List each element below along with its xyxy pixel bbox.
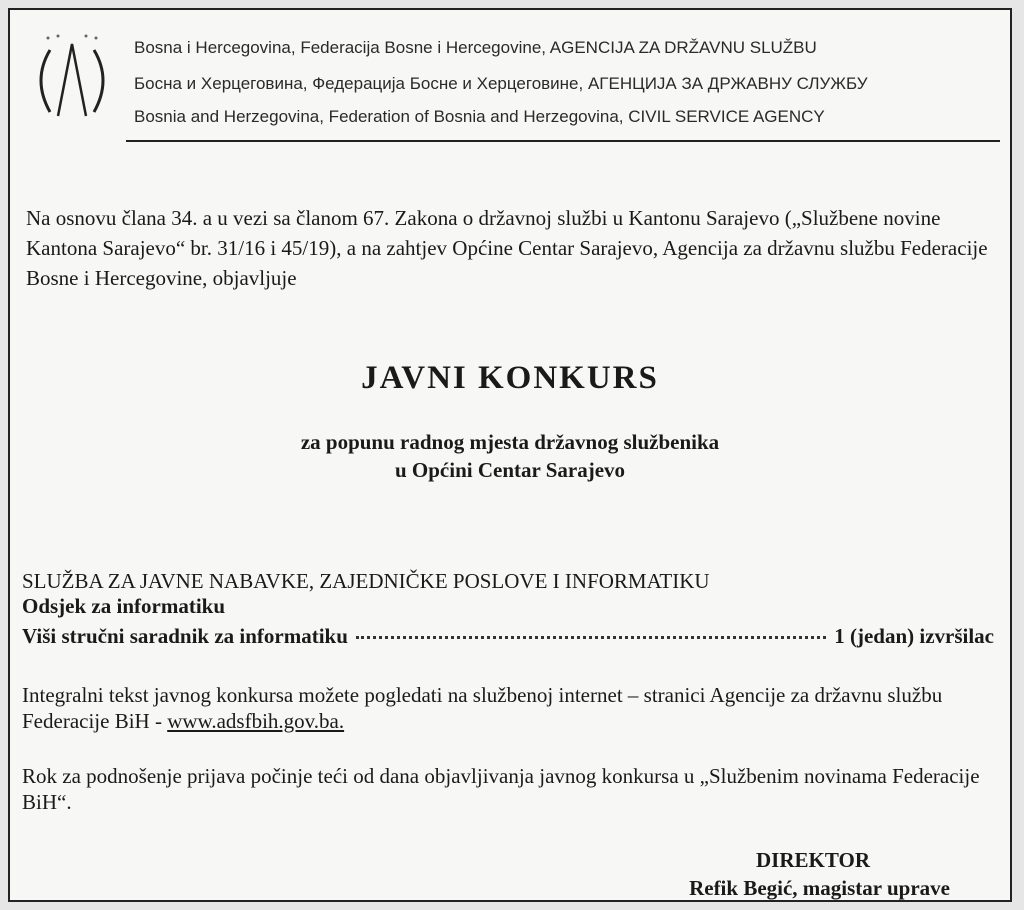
intro-paragraph: Na osnovu člana 34. a u vezi sa članom 67. Zakona o državnoj službi u Kantonu Sarajevo („Službene novine Kantona Sarajevo“ br. 31/16 i 45/19), a na zahtjev Općine Centar Sarajevo, Agencija za državnu službu Federacije Bosne i Hercegovine, objavljuje — [26, 206, 988, 290]
position-title: Viši stručni saradnik za informatiku — [22, 624, 348, 648]
info-text: Integralni tekst javnog konkursa možete pogledati na službenoj internet – stranici Agencije za državnu službu Federacije BiH - — [22, 683, 943, 733]
agency-header — [10, 10, 1010, 150]
agency-emblem-icon — [28, 32, 116, 128]
dot-leader — [356, 636, 826, 639]
signature-name: Refik Begić, magistar uprave — [689, 876, 950, 900]
department-name: Odsjek za informatiku — [22, 594, 226, 618]
header-line-bosnian: Bosna i Hercegovina, Federacija Bosne i Hercegovine, AGENCIJA ZA DRŽAVNU SLUŽBU — [134, 38, 817, 57]
position-row — [22, 624, 994, 649]
notice-subtitle — [10, 428, 1010, 484]
header-divider — [126, 140, 1000, 142]
subtitle-line-1: za popunu radnog mjesta državnog službenika — [300, 430, 720, 454]
agency-website-link[interactable]: www.adsfbih.gov.ba. — [167, 709, 345, 733]
deadline-paragraph: Rok za podnošenje prijava počinje teći od dana objavljivanja javnog konkursa u „Službenim novinama Federacije BiH“. — [22, 764, 980, 814]
header-line-cyrillic: Босна и Херцеговина, Федерација Босне и Херцеговине, АГЕНЦИЈА ЗА ДРЖАВНУ СЛУЖБУ — [134, 74, 868, 93]
position-count: 1 (jedan) izvršilac — [834, 624, 994, 648]
info-paragraph — [22, 682, 997, 734]
subtitle-line-2: u Općini Centar Sarajevo — [394, 458, 626, 482]
notice-frame — [8, 8, 1012, 902]
service-name: SLUŽBA ZA JAVNE NABAVKE, ZAJEDNIČKE POSLOVE I INFORMATIKU — [22, 569, 710, 593]
signature-block — [689, 846, 950, 902]
notice-title: JAVNI KONKURS — [361, 360, 659, 396]
signature-role: DIREKTOR — [756, 848, 870, 872]
header-line-english: Bosnia and Herzegovina, Federation of Bosnia and Herzegovina, CIVIL SERVICE AGENCY — [134, 107, 825, 126]
